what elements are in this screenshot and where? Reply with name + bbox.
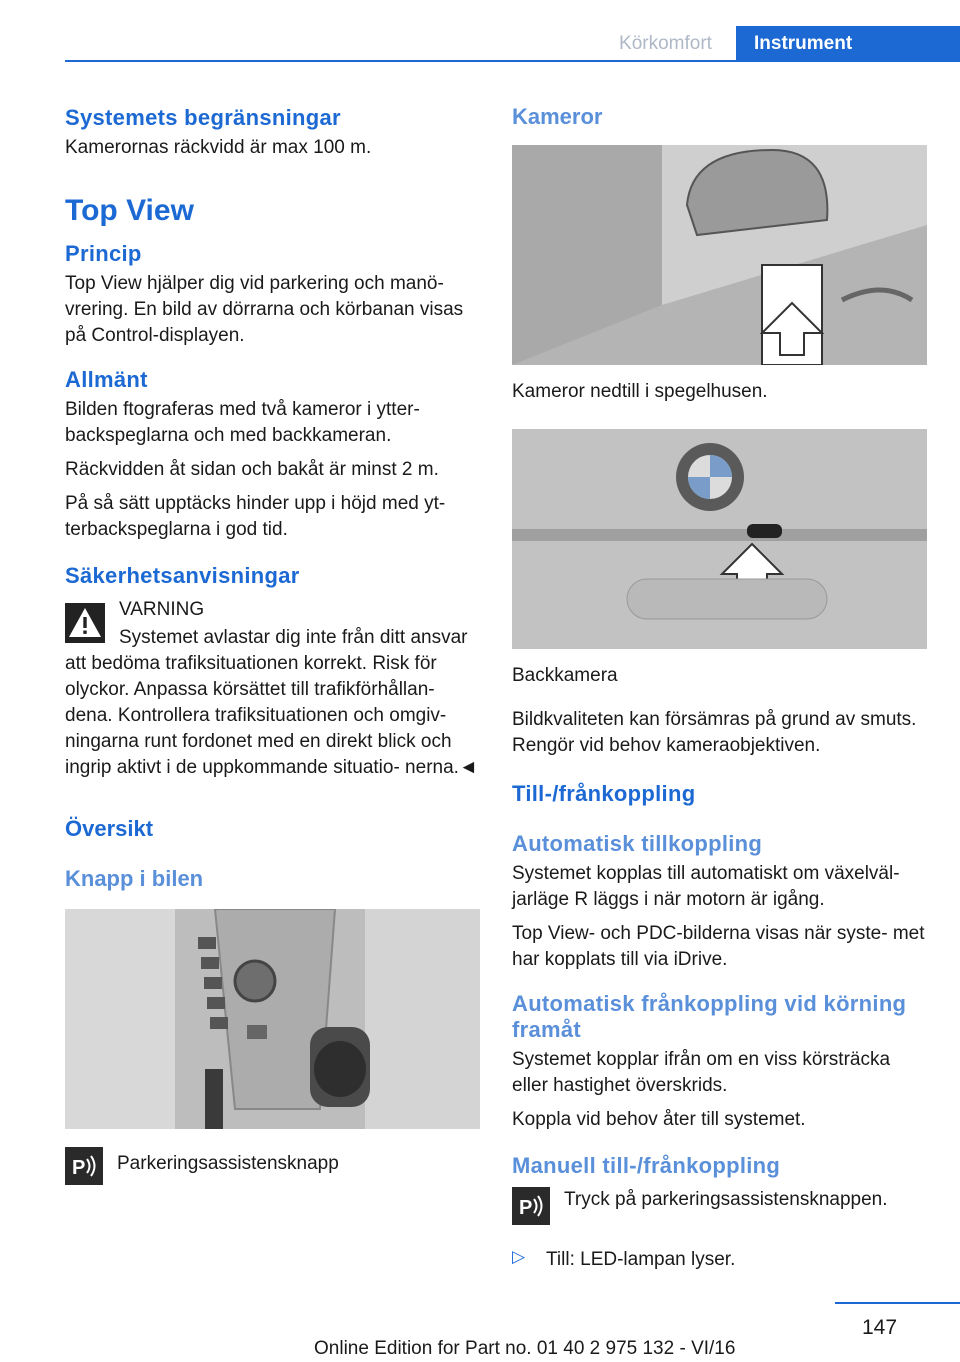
text-bullet-1: Till: LED-lampan lyser.	[546, 1249, 736, 1270]
rear-camera-illustration	[512, 429, 927, 649]
list-item	[512, 1247, 930, 1273]
text-auto-on-2: Top View- och PDC-bilderna visas när syste- met har kopplats till via iDrive.	[512, 923, 925, 970]
text-allmant-3: På så sätt upptäcks hinder upp i höjd med yt- terbackspeglarna i god tid.	[65, 493, 446, 540]
svg-text:P: P	[519, 1197, 533, 1219]
heading-auto-off: Automatisk frånkoppling vid körning framåt	[512, 991, 907, 1042]
edition-text: Online Edition for Part no. 01 40 2 975 132 - VI/16	[314, 1338, 736, 1359]
heading-overview: Översikt	[65, 816, 154, 841]
text-auto-off-1: Systemet kopplar ifrån om en viss körsträcka eller hastighet överskrids.	[512, 1049, 891, 1096]
tab-korkomfort[interactable]: Körkomfort	[619, 33, 712, 54]
svg-text:P: P	[72, 1157, 86, 1179]
text-allmant-2: Räckvidden åt sidan och bakåt är minst 2 m.	[65, 459, 439, 480]
center-console-image	[65, 909, 480, 1129]
heading-limits: Systemets begränsningar	[65, 105, 341, 130]
heading-safety: Säkerhetsanvisningar	[65, 563, 300, 588]
warning-text	[65, 625, 485, 781]
heading-allmant: Allmänt	[65, 367, 148, 392]
heading-top-view: Top View	[65, 194, 194, 227]
text-image-quality: Bildkvaliteten kan försämras på grund av smuts. Rengör vid behov kameraobjektiven.	[512, 709, 917, 756]
tab-instrument[interactable]: Instrument	[736, 26, 960, 62]
header-rule	[65, 60, 960, 62]
text-manual: Tryck på parkeringsassistensknappen.	[564, 1189, 888, 1210]
heading-auto-on: Automatisk tillkoppling	[512, 831, 763, 856]
left-column	[65, 100, 485, 1185]
heading-manual: Manuell till-/frånkoppling	[512, 1153, 781, 1178]
heading-button-in-car: Knapp i bilen	[65, 866, 204, 891]
rear-camera-image	[512, 429, 927, 649]
bullet-triangle-icon: ▷	[512, 1247, 526, 1266]
mirror-camera-image	[512, 145, 927, 365]
text-auto-on-1: Systemet kopplas till automatiskt om växelväl- jarläge R läggs i när motorn är igång.	[512, 863, 900, 910]
warning-block	[65, 597, 485, 623]
text-auto-off-2: Koppla vid behov åter till systemet.	[512, 1109, 806, 1130]
warning-title: VARNING	[119, 599, 205, 620]
button-caption-row	[65, 1147, 485, 1185]
right-column	[512, 100, 930, 1273]
parking-assist-icon-small	[512, 1187, 550, 1225]
manual-row	[512, 1187, 930, 1225]
caption-rear-camera: Backkamera	[512, 665, 618, 686]
heading-cameras: Kameror	[512, 104, 603, 129]
footer-rule	[835, 1302, 960, 1304]
mirror-illustration	[512, 145, 927, 365]
caption-parking-assist-button: Parkeringsassistensknapp	[117, 1153, 339, 1174]
console-illustration	[65, 909, 480, 1129]
warning-triangle-icon	[65, 603, 105, 643]
text-princip: Top View hjälper dig vid parkering och manö- vrering. En bild av dörrarna och körbanan visas på Control-displayen.	[65, 273, 464, 346]
page-number: 147	[862, 1316, 898, 1339]
text-limits: Kamerornas räckvidd är max 100 m.	[65, 137, 372, 158]
heading-on-off: Till-/frånkoppling	[512, 781, 696, 806]
text-allmant-1: Bilden ftograferas med två kameror i ytter- backspeglarna och med backkameran.	[65, 399, 420, 446]
warning-body: Systemet avlastar dig inte från ditt ansvar att bedöma trafiksituationen korrekt. Risk för olyckor. Anpassa körsättet till trafikförhållan- dena. Kontrollera trafiksituationen och omgiv- ningarna runt fordonet med en direkt blick och ingrip aktivt i de uppkommande situatio- nerna.	[65, 627, 468, 778]
parking-assist-icon	[65, 1147, 103, 1185]
caption-mirror-cameras: Kameror nedtill i spegelhusen.	[512, 381, 768, 402]
heading-princip: Princip	[65, 241, 142, 266]
end-mark: ◄	[458, 757, 478, 778]
